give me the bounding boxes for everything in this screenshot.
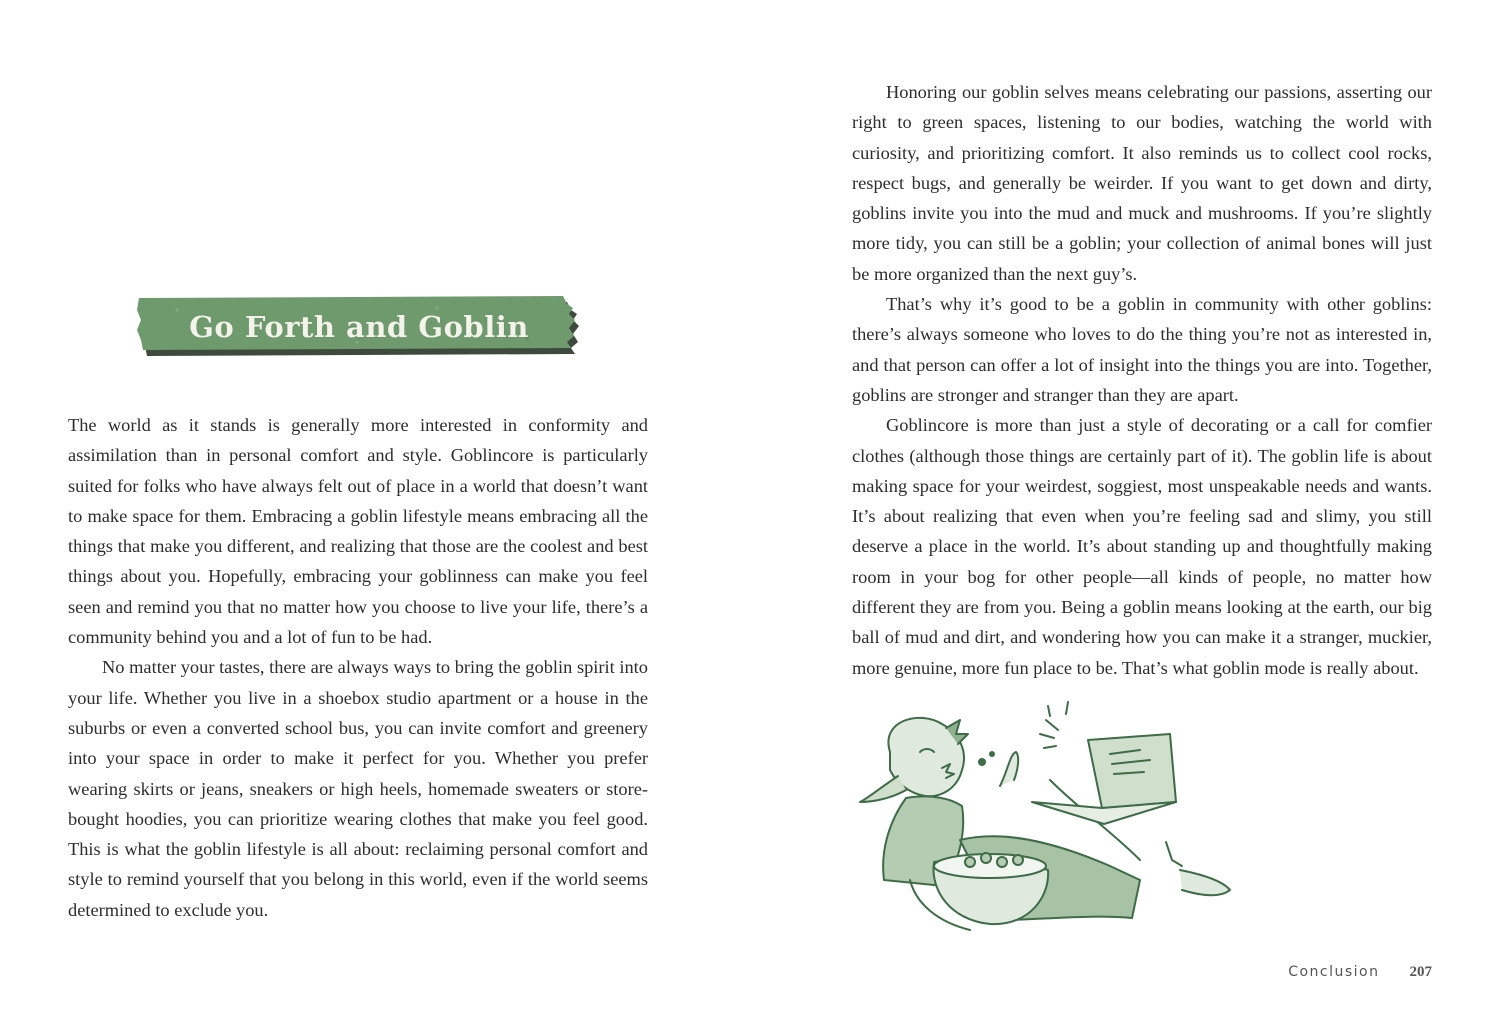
goblin-illustration-icon [850, 690, 1250, 945]
paragraph: The world as it stands is generally more interested in conformity and assimilation than in personal comfort and style. Goblincore is particularly suited for folks who have always felt out of place in a world that doesn’t want to make space for them. Embracing a goblin lifestyle means embracing all the things that make you different, and realizing that those are the coolest and best things about you. Hopefully, embracing your goblinness can make you feel seen and remind you that no matter how you choose to live your life, there’s a community behind you and a lot of fun to be had. [68, 415, 648, 648]
left-body-text [68, 410, 648, 925]
section-name: Conclusion [1288, 964, 1380, 980]
chapter-heading-banner [137, 296, 581, 358]
right-body-text [852, 77, 1432, 683]
right-page [750, 0, 1500, 1022]
paragraph: That’s why it’s good to be a goblin in community with other goblins: there’s always someone who loves to do the thing you’re not as interested in, and that person can offer a lot of insight into the things you are into. Together, goblins are stronger and stranger than they are apart. [852, 294, 1432, 405]
paragraph: Goblincore is more than just a style of decorating or a call for comfier clothes (although those things are certainly part of it). The goblin life is about making space for your weirdest, soggiest, most unspeakable needs and wants. It’s about realizing that even when you’re feeling sad and slimy, you still deserve a place in the world. It’s about standing up and thoughtfully making room in your bog for other people—all kinds of people, no matter how different they are from you. Being a goblin means looking at the earth, our big ball of mud and dirt, and wondering how you can make it a stranger, muckier, more genuine, more fun place to be. That’s what goblin mode is really about. [852, 415, 1432, 678]
chapter-title: Go Forth and Goblin [189, 310, 529, 344]
page-number: 207 [1409, 963, 1432, 980]
paragraph: Honoring our goblin selves means celebrating our passions, asserting our right to green spaces, listening to our bodies, watching the world with curiosity, and prioritizing comfort. It also reminds us to collect cool rocks, respect bugs, and generally be weirder. If you want to get down and dirty, goblins invite you into the mud and muck and mushrooms. If you’re slightly more tidy, you can still be a goblin; your collection of animal bones will just be more organized than the next guy’s. [852, 82, 1432, 284]
page-footer [1288, 960, 1432, 984]
paragraph: No matter your tastes, there are always ways to bring the goblin spirit into your life. Whether you live in a shoebox studio apartment or a house in the suburbs or even a converted school bus, you can invite comfort and greenery into your space in order to make it perfect for you. Whether you prefer wearing skirts or jeans, sneakers or high heels, homemade sweaters or store-bought hoodies, you can prioritize wearing clothes that make you feel good. This is what the goblin lifestyle is all about: reclaiming personal comfort and style to remind yourself that you belong in this world, even if the world seems determined to exclude you. [68, 657, 648, 920]
goblin-with-laptop-and-popcorn-illustration [850, 690, 1250, 945]
